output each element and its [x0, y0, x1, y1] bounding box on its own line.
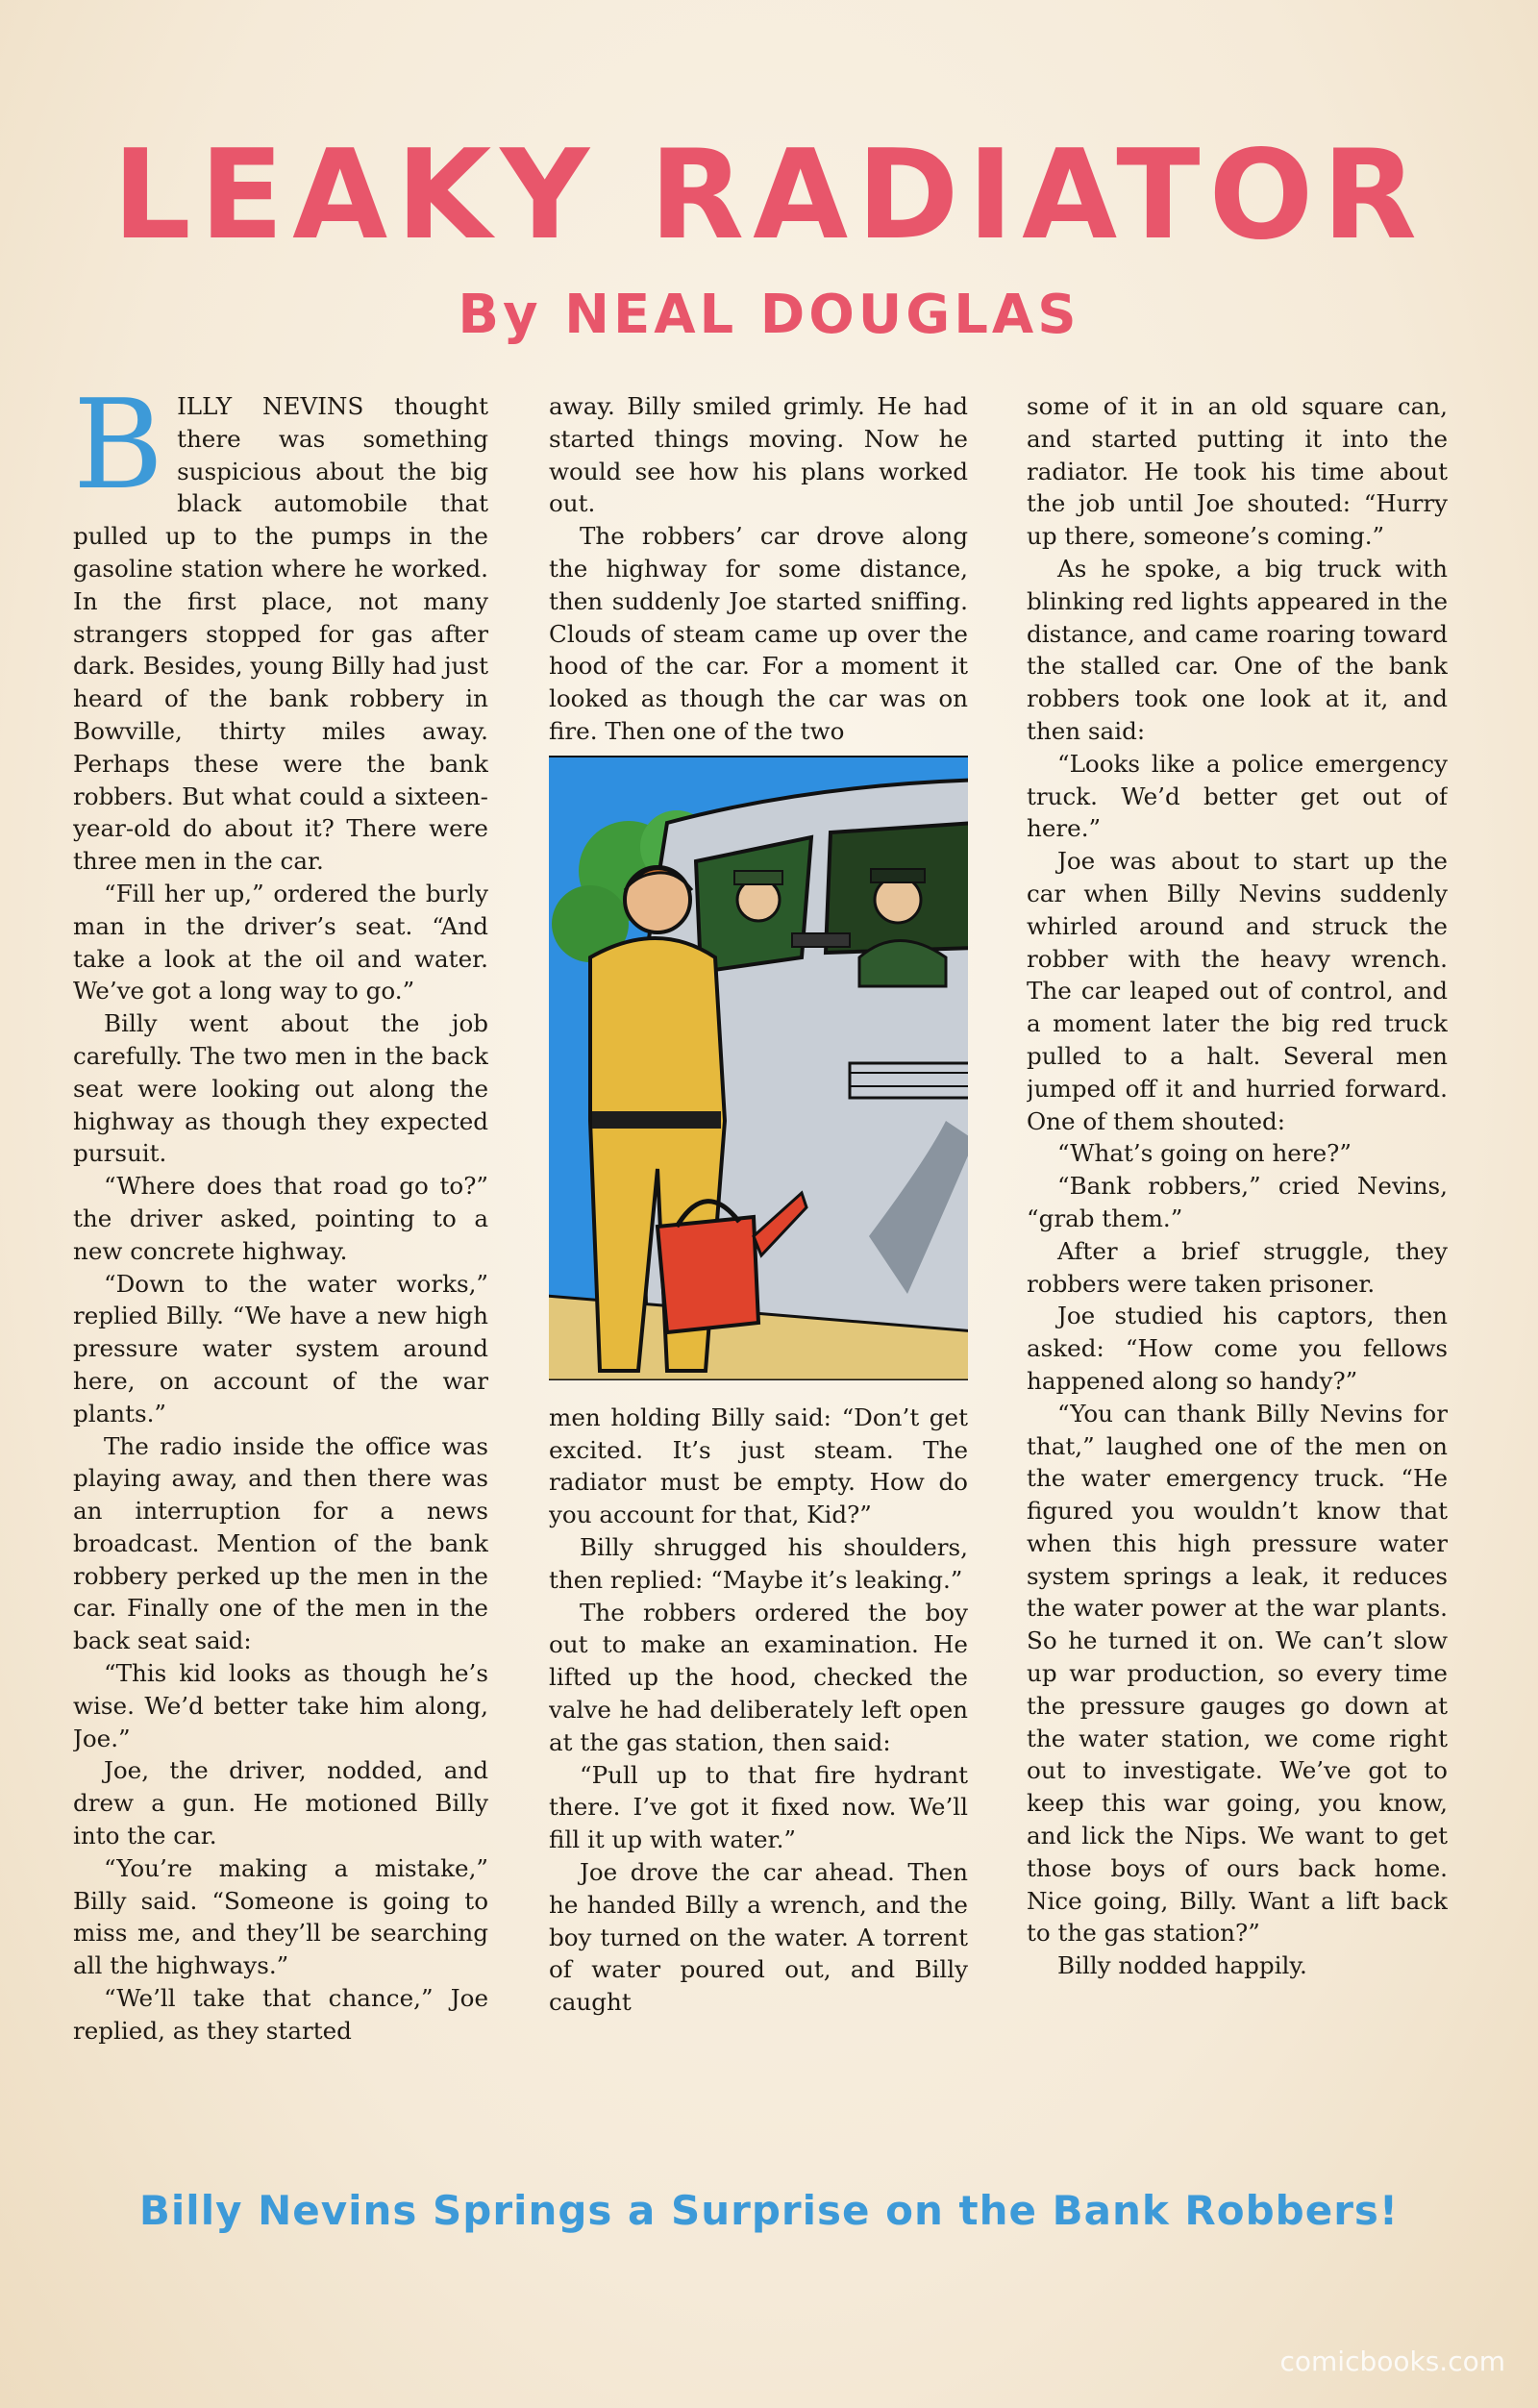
paragraph: “Bank robbers,” cried Nevins, “grab them.” [1027, 1172, 1448, 1232]
paragraph: “We’ll take that chance,” Joe replied, as they started [73, 1984, 488, 2045]
paragraph: “What’s going on here?” [1057, 1139, 1352, 1168]
gas-station-illustration [549, 756, 968, 1380]
text-column-3 [1027, 390, 1448, 2169]
paragraph: “Pull up to that fire hydrant there. I’ve got it fixed now. We’ll fill it up with water.” [549, 1760, 968, 1854]
paragraph: The robbers’ car drove along the highway for some distance, then suddenly Joe started sniffing. Clouds of steam came up over the hood of the car. For a moment it looked as though the car was on fire. Then one of the two [549, 522, 968, 745]
text-column-1 [73, 390, 488, 2169]
story-tagline: Billy Nevins Springs a Surprise on the Bank Robbers! [138, 2187, 1400, 2234]
text-column-2 [549, 390, 968, 2169]
story-title: LEAKY RADIATOR [112, 124, 1426, 267]
paragraph: Joe was about to start up the car when Billy Nevins suddenly whirled around and struck the robber with the heavy wrench. The car leaped out of control, and a moment later the big red truck pulled to a halt. Several men jumped off it and hurried forward. One of them shouted: [1027, 847, 1448, 1135]
paragraph: Joe drove the car ahead. Then he handed Billy a wrench, and the boy turned on the water. A torrent of water poured out, and Billy caught [549, 1857, 968, 2017]
paragraph: “Looks like a police emergency truck. We’d better get out of here.” [1027, 749, 1448, 843]
paragraph: Billy went about the job carefully. The two men in the back seat were looking out along the highway as though they expected pursuit. [73, 1009, 488, 1168]
paragraph: The radio inside the office was playing away, and then there was an interruption for a news broadcast. Mention of the bank robbery perked up the men in the car. Finally one of the men in the back seat said: [73, 1431, 488, 1655]
paragraph: “Down to the water works,” replied Billy. “We have a new high pressure water system around here, on account of the war plants.” [73, 1269, 488, 1427]
paragraph: The robbers ordered the boy out to make an examination. He lifted up the hood, checked the valve he had deliberately left open at the gas station, then said: [549, 1598, 968, 1756]
paragraph: “You can thank Billy Nevins for that,” laughed one of the men on the water emergency truck. “He figured you wouldn’t know that when this high pressure water system springs a leak, it reduces the water power at the war plants. So he turned it on. We can’t slow up war production, so every time the pressure gauges go down at the water station, we come right out to investigate. We’ve got to keep this war going, you know, and lick the Nips. We want to get those boys of ours back home. Nice going, Billy. Want a lift back to the gas station?” [1027, 1399, 1448, 1948]
paragraph: As he spoke, a big truck with blinking red lights appeared in the distance, and came roaring toward the stalled car. One of the bank robbers took one look at it, and then said: [1027, 554, 1448, 745]
paragraph: “Where does that road go to?” the driver asked, pointing to a new concrete highway. [73, 1172, 488, 1265]
paragraph: Billy nodded happily. [1057, 1951, 1307, 1980]
paragraph: men holding Billy said: “Don’t get excited. It’s just steam. The radiator must be empty. How do you account for that, Kid?” [549, 1403, 968, 1529]
drop-cap: B [73, 390, 164, 517]
paragraph: Joe studied his captors, then asked: “How come you fellows happened along so handy?” [1027, 1302, 1448, 1395]
paragraph: Billy shrugged his shoulders, then replied: “Maybe it’s leaking.” [549, 1532, 968, 1594]
paragraph: some of it in an old square can, and started putting it into the radiator. He took his time about the job until Joe shouted: “Hurry up there, someone’s coming.” [1027, 392, 1448, 551]
paragraph: “Fill her up,” ordered the burly man in the driver’s seat. “And take a look at the oil and water. We’ve got a long way to go.” [73, 879, 488, 1005]
paragraph: “You’re making a mistake,” Billy said. “Someone is going to miss me, and they’ll be searching all the highways.” [73, 1853, 488, 1980]
site-watermark: comicbooks.com [1279, 2346, 1505, 2377]
paragraph: After a brief struggle, they robbers were taken prisoner. [1027, 1236, 1448, 1298]
paragraph: “This kid looks as though he’s wise. We’d better take him along, Joe.” [73, 1659, 488, 1752]
paragraph: Joe, the driver, nodded, and drew a gun. He motioned Billy into the car. [73, 1756, 488, 1850]
paragraph: away. Billy smiled grimly. He had started things moving. Now he would see how his plans worked out. [549, 392, 968, 518]
story-byline: By NEAL DOUGLAS [458, 284, 1080, 346]
paragraph: BILLY NEVINS thought there was something suspicious about the big black automobile that pulled up to the pumps in the gasoline station where he worked. In the first place, not many strangers stopped for gas after dark. Besides, young Billy had just heard of the bank robbery in Bowville, thirty miles away. Perhaps these were the bank robbers. But what could a sixteen-year-old do about it? There were three men in the car. [73, 390, 488, 876]
